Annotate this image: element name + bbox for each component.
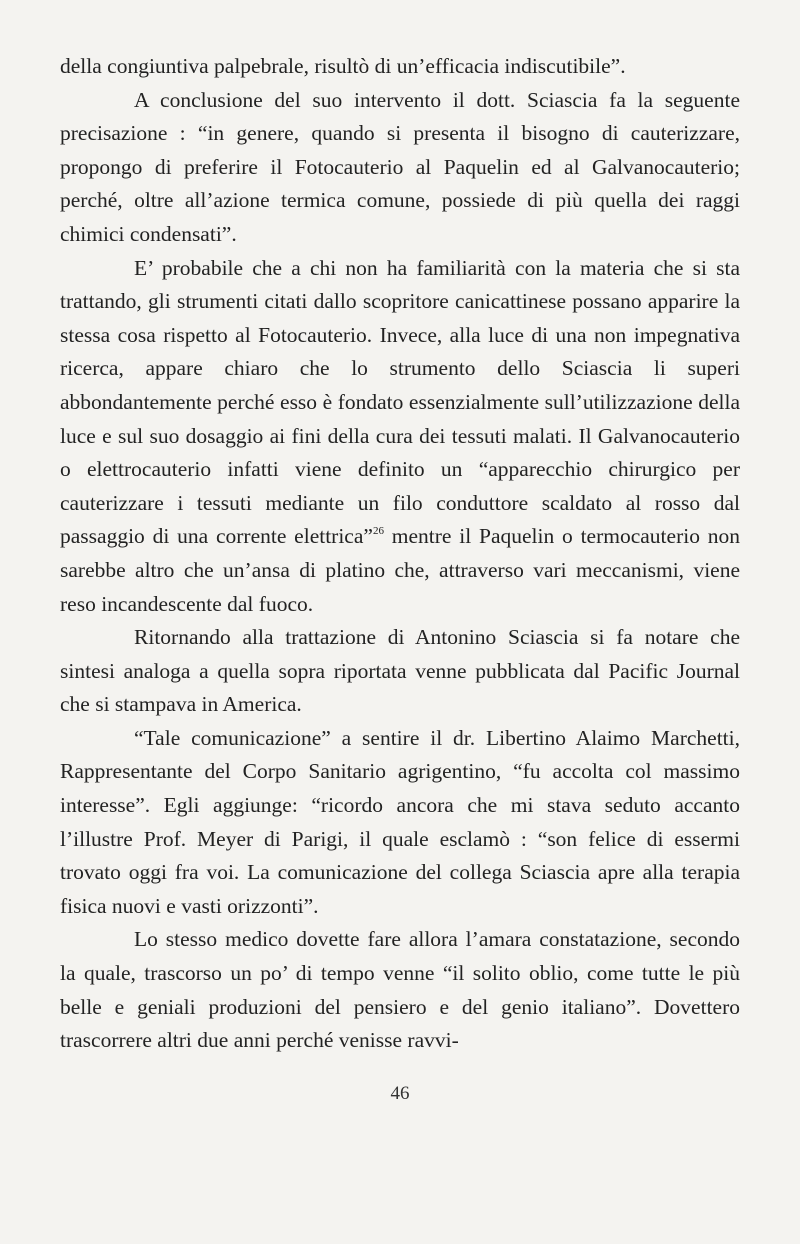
paragraph-4: Ritornando alla trattazione di Antonino Sciascia si fa notare che sintesi analoga a quella sopra riportata venne pubblicata dal Pacific Journal che si stampava in America. [60,625,740,717]
paragraph-3 [60,252,740,622]
paragraph-3-text: E’ probabile che a chi non ha familiarità con la materia che si sta trattando, gli strumenti citati dallo scopritore canicattinese possano apparire la stessa cosa rispetto al Fotocauterio. Invece, alla luce di una non impegnativa ricerca, appare chiaro che lo strumento dello Sciascia li superi abbondantemente perché esso è fondato essenzialmente sull’utilizzazione della luce e sul suo dosaggio ai fini della cura dei tessuti malati. Il Galvanocauterio o elettrocauterio infatti viene definito un “apparecchio chirurgico per cauterizzare i tessuti mediante un filo conduttore scaldato al rosso dal passaggio di una corrente elettrica” [60,255,740,549]
body-text [60,50,740,1058]
paragraph-6: Lo stesso medico dovette fare allora l’amara constatazione, secondo la quale, trascorso un po’ di tempo venne “il solito oblio, come tutte le più belle e geniali produzioni del pensiero e del genio italiano”. Dovettero trascorrere altri due anni perché venisse ravvi- [60,927,740,1053]
paragraph-3-text-after: mentre il Paquelin o termocauterio non sarebbe altro che un’ansa di platino che, attraverso vari meccanismi, viene reso incandescente dal fuoco. [60,524,741,616]
paragraph-1: della congiuntiva palpebrale, risultò di un’efficacia indiscutibile”. [60,54,626,78]
page-number: 46 [390,1083,410,1104]
paragraph-2: A conclusione del suo intervento il dott. Sciascia fa la seguente precisazione : “in genere, quando si presenta il bisogno di cauterizzare, propongo di preferire il Fotocauterio al Paquelin ed al Galvanocauterio; perché, oltre all’azione termica comune, possiede di più quella dei raggi chimici condensati”. [60,87,740,246]
paragraph-5: “Tale comunicazione” a sentire il dr. Libertino Alaimo Marchetti, Rappresentante del Corpo Sanitario agrigentino, “fu accolta col massimo interesse”. Egli aggiunge: “ricordo ancora che mi stava seduto accanto l’illustre Prof. Meyer di Parigi, il quale esclamò : “son felice di essermi trovato oggi fra voi. La comunicazione del collega Sciascia apre alla terapia fisica nuovi e vasti orizzonti”. [60,725,740,918]
footnote-reference: 26 [372,525,384,538]
